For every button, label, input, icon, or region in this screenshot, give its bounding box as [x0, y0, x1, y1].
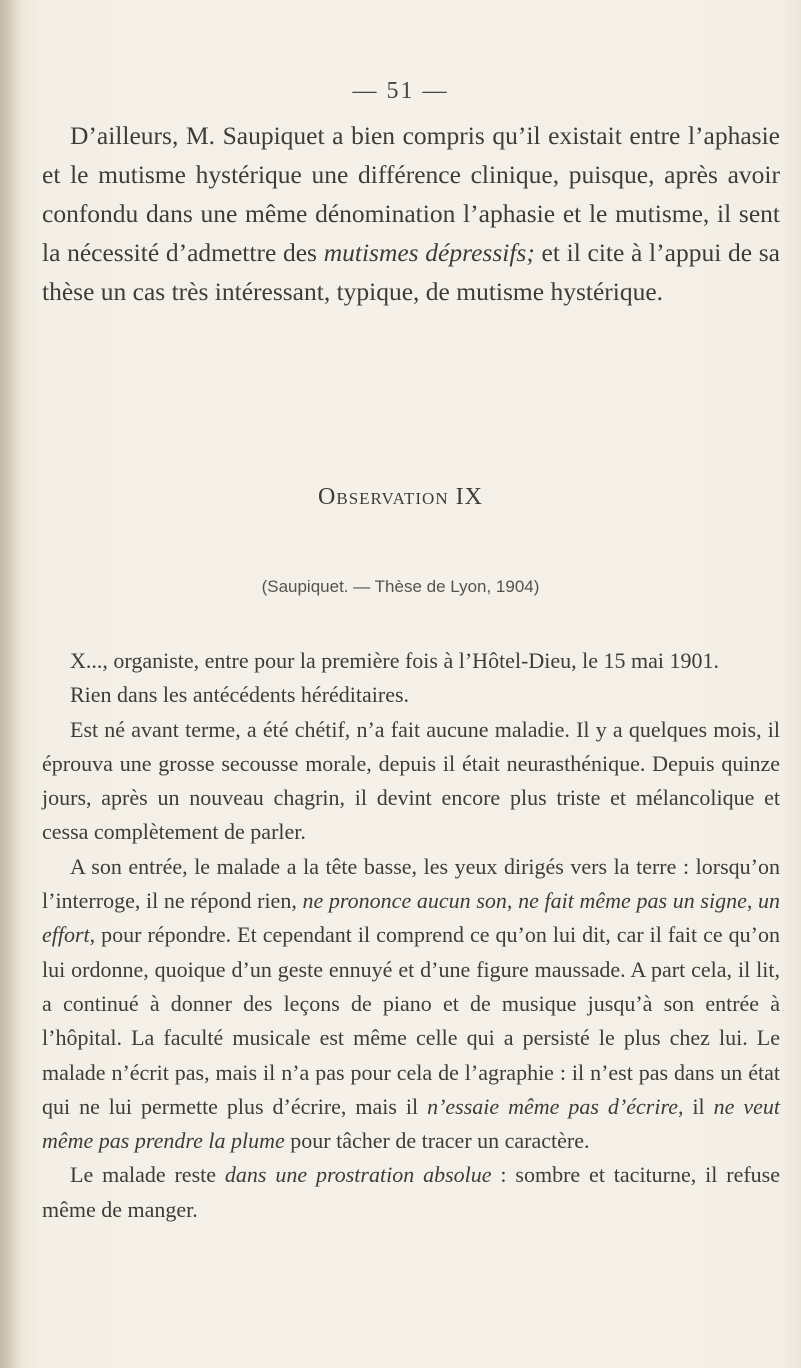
- text-run: , il: [677, 1093, 714, 1119]
- italic-text: ne fait même pas un signe: [518, 888, 747, 914]
- text-run: A son entrée, le malade a la tête basse, les yeux dirigés vers la terre : lorsqu’on l’interroge, il ne répond rien,: [42, 853, 780, 914]
- observation-heading: [0, 484, 801, 511]
- text-run: Rien dans les antécédents héréditaires.: [70, 682, 410, 708]
- italic-text: dans une prostration absolue: [224, 1162, 492, 1188]
- text-run: Est né avant terme, a été chétif, n’a fait aucune maladie. Il y a quelques mois, il éprouva une grosse secousse morale, depuis il était neurasthénique. Depuis quinze jours, après un nouveau chagrin, il devint encore plus triste et mélancolique et cessa complètement de parler.: [42, 716, 780, 845]
- page-edge-shadow: [0, 0, 22, 1368]
- page-number: — 51 —: [352, 78, 449, 104]
- text-run: ,: [746, 888, 758, 914]
- text-run: pour tâcher de tracer un caractère.: [284, 1128, 590, 1154]
- observation-title: Observation IX: [318, 484, 483, 510]
- text-run: Le malade reste: [70, 1162, 225, 1188]
- text-run: ,: [506, 888, 519, 914]
- body-paragraph: [42, 850, 780, 1159]
- text-run: : sombre et taciturne, il refuse même de manger.: [42, 1162, 780, 1222]
- source-citation: (Saupiquet. — Thèse de Lyon, 1904): [261, 577, 540, 596]
- italic-text: n’essaie même pas d’écrire: [427, 1093, 678, 1119]
- text-run: X..., organiste, entre pour la première fois à l’Hôtel-Dieu, le 15 mai 1901.: [70, 648, 720, 673]
- italic-text: ne prononce aucun son: [302, 888, 507, 914]
- body-paragraph: [42, 644, 780, 678]
- intro-paragraph: [42, 116, 780, 311]
- intro-text: [42, 116, 780, 311]
- text-run: , pour répondre. Et cependant il comprend ce qu’on lui dit, car il fait ce qu’on lui ordonne, quoique d’un geste ennuyé et d’une figure maussade. A part cela, il lit, a continué à donner des leçons de piano et de musique jusqu’à son entrée à l’hôpital. La faculté musicale est même celle qui a persisté le plus chez lui. Le malade n’écrit pas, mais il n’a pas pour cela de l’agraphie : il n’est pas dans un état qui ne lui permette plus d’écrire, mais il: [42, 922, 780, 1119]
- body-paragraph: [42, 1158, 780, 1227]
- observation-body: [42, 644, 780, 1227]
- text-run: D’ailleurs, M. Saupiquet a bien compris qu’il existait entre l’aphasie et le mutisme hystérique une différence clinique, puisque, après avoir confondu dans une même dénomination l’aphasie et le mutisme, il sent la nécessité d’admettre des: [42, 121, 780, 267]
- italic-text: mutismes dépressifs;: [323, 238, 535, 267]
- italic-text: un effort: [42, 888, 780, 948]
- text-run: et il cite à l’appui de sa thèse un cas très intéressant, typique, de mutisme hystérique.: [42, 238, 780, 306]
- body-paragraph: [42, 713, 780, 850]
- italic-text: ne veut même pas prendre la plume: [42, 1093, 781, 1154]
- body-paragraph: [42, 678, 780, 712]
